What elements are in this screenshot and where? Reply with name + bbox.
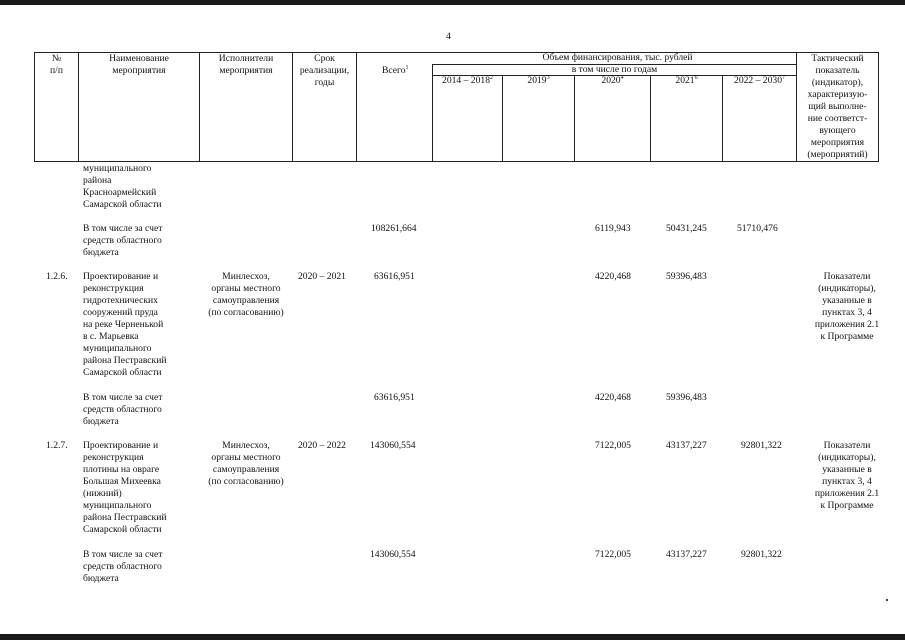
row-executors: Минлесхоз, органы местного самоуправления (по согласованию) bbox=[208, 440, 284, 487]
row-indicator: Показатели (индикаторы), указанные в пунктах 3, 4 приложения 2.1 к Программе bbox=[814, 271, 880, 342]
header-year-2021: 2021$^6$ bbox=[675, 74, 698, 86]
header-num: № п/п bbox=[50, 53, 63, 76]
row-name: В том числе за счет средств областного бюджета bbox=[83, 549, 163, 584]
page-number: 4 bbox=[446, 31, 451, 42]
row-term: 2020 – 2021 bbox=[298, 271, 346, 282]
row-2020: 7122,005 bbox=[595, 549, 631, 560]
header-total: Всего$^1$ bbox=[382, 64, 409, 76]
row-2022-2030: 92801,322 bbox=[741, 549, 782, 560]
row-2022-2030: 51710,476 bbox=[737, 223, 778, 234]
header-name: Наименование мероприятия bbox=[109, 53, 169, 76]
row-2021: 50431,245 bbox=[666, 223, 707, 234]
row-2020: 4220,468 bbox=[595, 392, 631, 403]
row-total: 63616,951 bbox=[374, 392, 415, 403]
row-name: В том числе за счет средств областного бюджета bbox=[83, 392, 163, 427]
row-2021: 43137,227 bbox=[666, 549, 707, 560]
header-funding: Объем финансирования, тыс. рублей bbox=[542, 52, 693, 63]
scan-top-border bbox=[0, 0, 905, 5]
scan-bottom-border bbox=[0, 634, 905, 640]
row-num: 1.2.7. bbox=[46, 440, 68, 451]
row-name: Проектирование и реконструкция гидротехнических сооружений пруда на реке Черненькой в с. Марьевка муниципального района Пестравский Самарской области bbox=[83, 271, 167, 378]
row-2021: 59396,483 bbox=[666, 271, 707, 282]
header-by-years: в том числе по годам bbox=[571, 64, 658, 75]
row-total: 143060,554 bbox=[370, 440, 416, 451]
header-year-2020: 2020$^4$ bbox=[601, 74, 624, 86]
header-year-2014-2018: 2014 – 2018$^2$ bbox=[442, 74, 493, 86]
row-num: 1.2.6. bbox=[46, 271, 68, 282]
row-2021: 59396,483 bbox=[666, 392, 707, 403]
row-name: В том числе за счет средств областного бюджета bbox=[83, 223, 163, 258]
row-term: 2020 – 2022 bbox=[298, 440, 346, 451]
row-name: муниципального района Красноармейский Самарской области bbox=[83, 163, 162, 210]
row-total: 63616,951 bbox=[374, 271, 415, 282]
header-executors: Исполнители мероприятия bbox=[218, 53, 274, 76]
row-executors: Минлесхоз, органы местного самоуправления (по согласованию) bbox=[208, 271, 284, 318]
row-indicator: Показатели (индикаторы), указанные в пунктах 3, 4 приложения 2.1 к Программе bbox=[814, 440, 880, 511]
header-indicator: Тактический показатель (индикатор), характеризую- щий выполне- ние соответст- вующего мероприятия (мероприятий) bbox=[807, 53, 868, 160]
scan-speck bbox=[886, 599, 888, 601]
row-2021: 43137,227 bbox=[666, 440, 707, 451]
row-name: Проектирование и реконструкция плотины на овраге Большая Михеевка (нижний) муниципального района Пестравский Самарской области bbox=[83, 440, 167, 535]
header-year-2022-2030: 2022 – 2030$^7$ bbox=[734, 74, 785, 86]
row-total: 143060,554 bbox=[370, 549, 416, 560]
row-2020: 7122,005 bbox=[595, 440, 631, 451]
header-term: Срок реализации, годы bbox=[299, 53, 350, 88]
row-2020: 6119,943 bbox=[595, 223, 631, 234]
row-total: 108261,664 bbox=[371, 223, 417, 234]
row-2020: 4220,468 bbox=[595, 271, 631, 282]
row-2022-2030: 92801,322 bbox=[741, 440, 782, 451]
header-year-2019: 2019$^3$ bbox=[527, 74, 550, 86]
